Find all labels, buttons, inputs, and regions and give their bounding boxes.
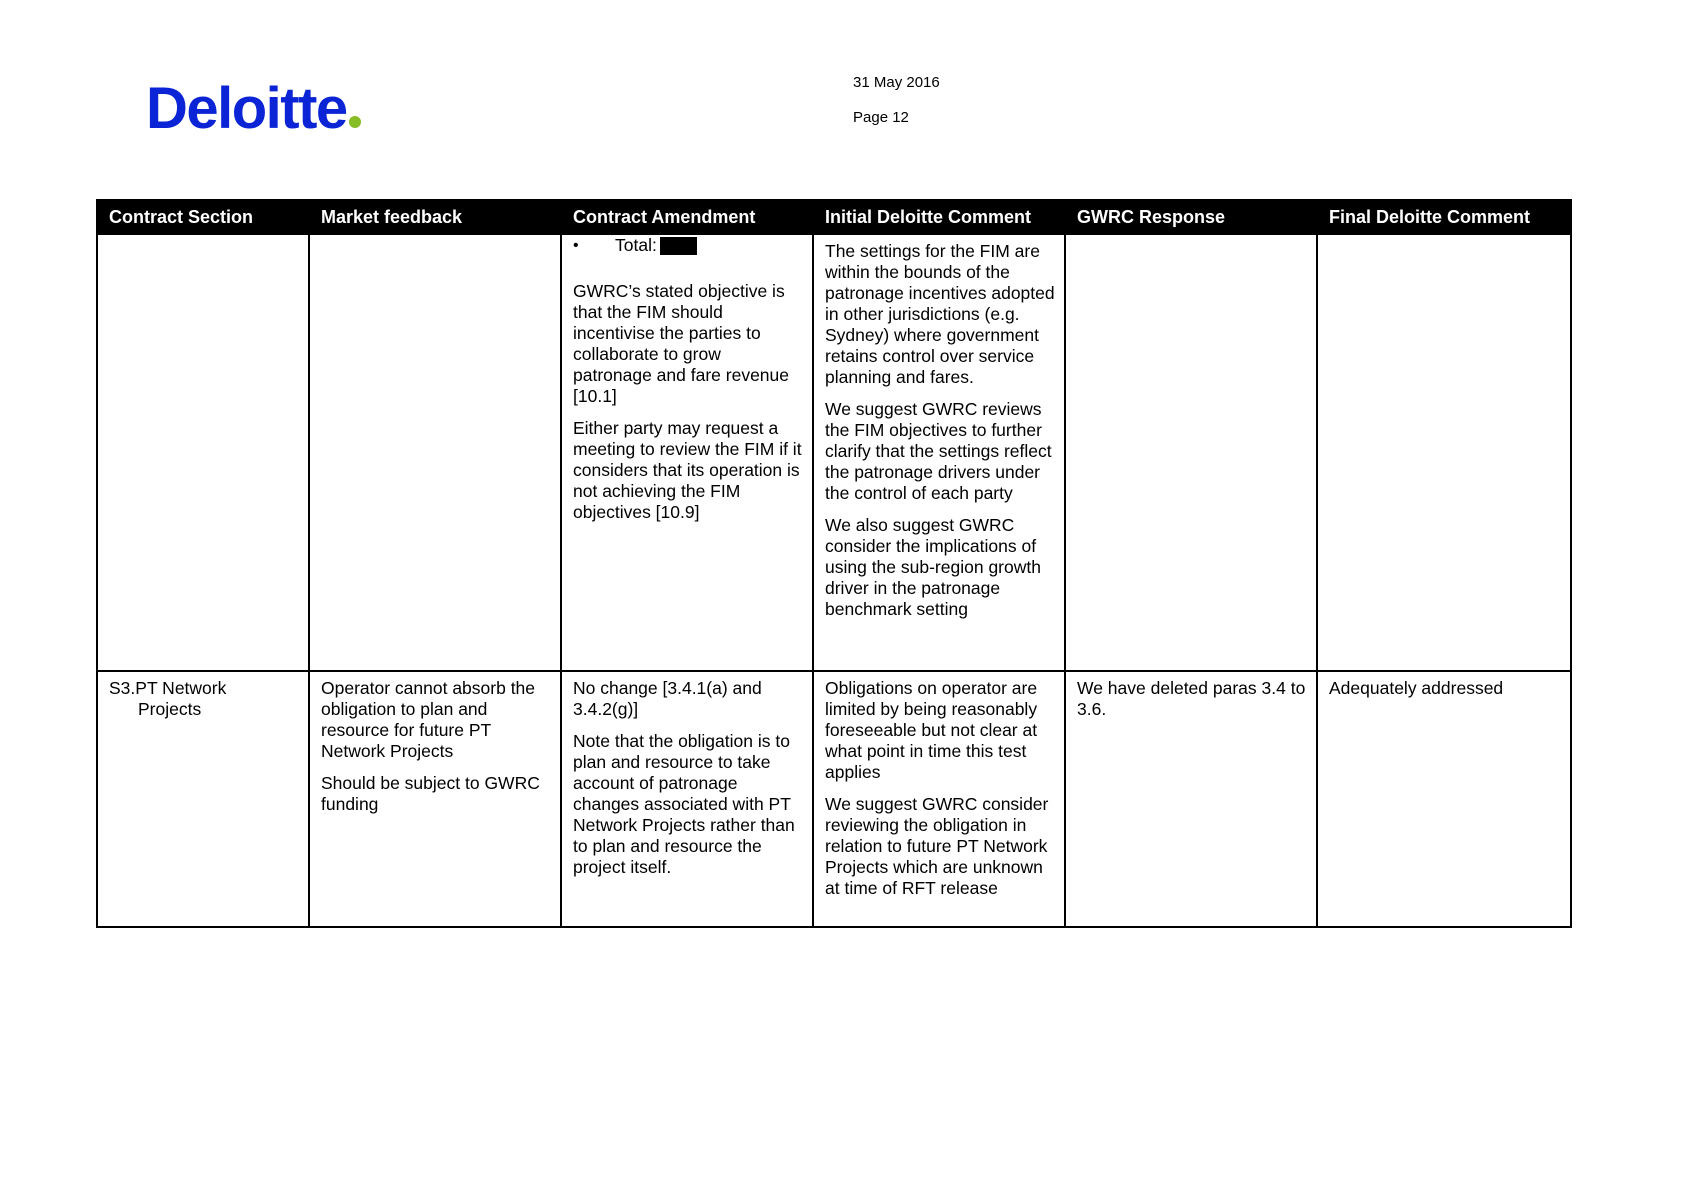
column-header-initial-deloitte-comment: Initial Deloitte Comment [813,200,1065,235]
contract-amendment-cell [561,671,813,927]
table-header-row [97,200,1571,235]
amendment-paragraph: No change [3.4.1(a) and 3.4.2(g)] [573,678,762,719]
contract-amendment-cell [561,235,813,671]
initial-deloitte-comment-cell [813,671,1065,927]
review-table [96,199,1572,928]
gwrc-response-cell [1065,235,1317,671]
table-row [97,671,1571,927]
feedback-paragraph: Operator cannot absorb the obligation to plan and resource for future PT Network Projects [321,678,536,761]
amendment-paragraph: Note that the obligation is to plan and resource to take account of patronage changes associated with PT Network Projects rather than to plan and resource the project itself. [573,731,795,877]
comment-paragraph: We suggest GWRC consider reviewing the obligation in relation to future PT Network Projects which are unknown at time of RFT release [825,794,1049,898]
column-header-market-feedback: Market feedback [309,200,561,235]
final-comment-paragraph: Adequately addressed [1329,678,1504,698]
redaction-block [660,237,697,255]
final-deloitte-comment-cell [1317,235,1571,671]
final-deloitte-comment-cell [1317,671,1571,927]
bullet-label: Total: [615,235,657,255]
comment-paragraph: We suggest GWRC reviews the FIM objectives to further clarify that the settings reflect the patronage drivers under the control of each party [825,399,1052,503]
document-date: 31 May 2016 [853,74,940,91]
amendment-paragraph: Either party may request a meeting to review the FIM if it considers that its operation is not achieving the FIM objectives [10.9] [573,418,802,522]
column-header-contract-section: Contract Section [97,200,309,235]
gwrc-response-cell [1065,671,1317,927]
logo-green-dot [349,116,361,128]
response-paragraph: We have deleted paras 3.4 to 3.6. [1077,678,1306,719]
comment-paragraph: We also suggest GWRC consider the implications of using the sub-region growth driver in the patronage benchmark setting [825,515,1041,619]
column-header-final-deloitte-comment: Final Deloitte Comment [1317,200,1571,235]
contract-section-cell [97,671,309,927]
comment-paragraph: The settings for the FIM are within the bounds of the patronage incentives adopted in other jurisdictions (e.g. Sydney) where government retains control over service planning and fares. [825,241,1055,387]
comment-paragraph: Obligations on operator are limited by being reasonably foreseeable but not clear at what point in time this test applies [825,678,1038,782]
contract-section-cell [97,235,309,671]
amendment-paragraph: GWRC’s stated objective is that the FIM should incentivise the parties to collaborate to grow patronage and fare revenue [10.1] [573,281,789,406]
column-header-contract-amendment: Contract Amendment [561,200,813,235]
bullet-item-total [573,235,804,256]
feedback-paragraph: Should be subject to GWRC funding [321,773,540,814]
initial-deloitte-comment-cell [813,235,1065,671]
deloitte-logo: Deloitte [146,80,361,138]
column-header-gwrc-response: GWRC Response [1065,200,1317,235]
section-label-line: Projects [138,699,202,719]
table-row [97,235,1571,671]
section-label-line: S3.PT Network [109,678,227,698]
market-feedback-cell [309,671,561,927]
page-number: Page 12 [853,109,909,126]
bullet-icon: • [573,237,579,254]
market-feedback-cell [309,235,561,671]
